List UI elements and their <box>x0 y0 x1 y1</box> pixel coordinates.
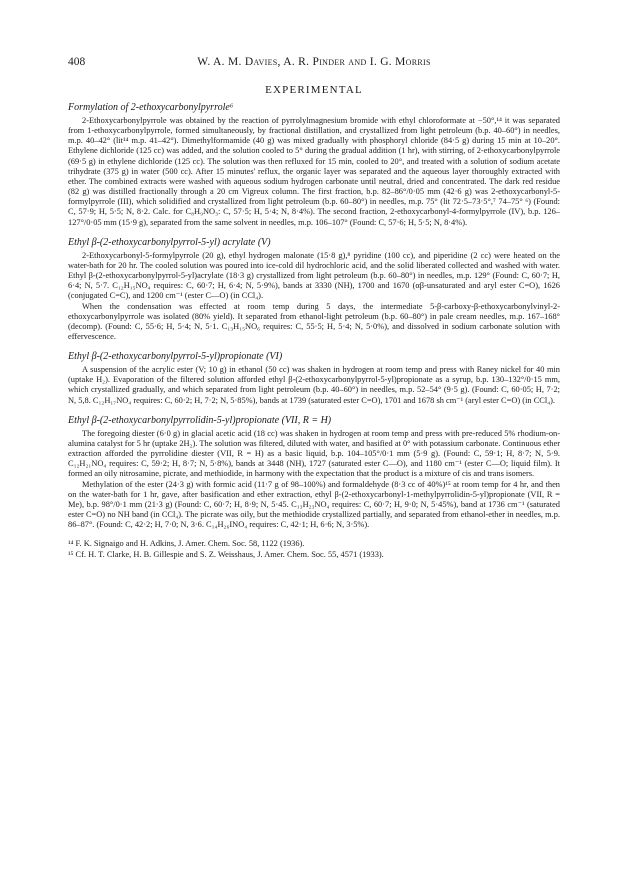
footnote: ¹⁴ F. K. Signaigo and H. Adkins, J. Amer. Chem. Soc. 58, 1122 (1936). <box>68 539 305 549</box>
section-propionate <box>68 351 560 406</box>
journal-page <box>68 56 560 560</box>
paragraph: A suspension of the acrylic ester (V; 10 g) in ethanol (50 cc) was shaken in hydrogen at room temp and press with Raney nickel for 40 min (uptake H₂). Evaporation of the filtered solution afforded ethyl β-(2-ethoxycarbonylpyrrol-5-yl)propionate as a syrup, b.p. 130–132°/0·15 mm, which crystallized gradually, and which separated from light petroleum (b.p. 40–60°) in needles, m.p. 52–54° (9·5 g). (Found: C, 60·05; H, 7·2; N, 5,8. C₁₂H₁₇NO₄ requires: C, 60·2; H, 7·2; N, 5·85%), bands at 1739 (saturated ester C=O), 1701 and 1678 sh cm⁻¹ (aryl ester C=O) (in CCl₄). <box>68 365 560 405</box>
paragraph: When the condensation was effected at room temp during 5 days, the intermediate 5-β-carboxy-β-ethoxycarbonylvinyl-2-ethoxycarbonylpyrrole was isolated (80% yield). It separated from ethanol-light petroleum (b.p. 60–80°) in pale cream needles, m.p. 167–168° (decomp). (Found: C, 55·6; H, 5·4; N, 5·1. C₁₃H₁₅NO₆ requires: C, 55·5; H, 5·4; N, 5·0%), and dissolved in sodium carbonate solution with effervescence. <box>68 301 560 341</box>
paragraph: Methylation of the ester (24·3 g) with formic acid (11·7 g of 98–100%) and formaldehyde (8·3 cc of 40%)¹⁵ at room temp for 4 hr, and then on the water-bath for 1 hr, gave, after basification and ether extraction, ethyl β-(2-ethoxycarbonyl-1-methylpyrrolidin-5-yl)propionate (VII, R = Me), b.p. 98°/0·1 mm (21·3 g) (Found: C, 60·7; H, 8·9; N, 5·45. C₁₃H₂₃NO₄ requires: C, 60·7; H, 9·0; N, 5·45%), band at 1736 cm⁻¹ (saturated ester C=O) no NH band (in CCl₄). The picrate was oily, but the methiodide crystallized partially, and separated from ethanol-ether in needles, m.p. 86–87°. (Found: C, 42·2; H, 7·0; N, 3·6. C₁₄H₂₆INO₄ requires: C, 42·1; H, 6·6; N, 3·5%). <box>68 479 560 530</box>
paragraph: 2-Ethoxycarbonylpyrrole was obtained by the reaction of pyrrolylmagnesium bromide with ethyl chloroformate at −50°,¹⁴ it was separated from 1-ethoxycarbonylpyrrole, formed simultaneously, by fractional distillation, and crystallized from light petroleum (b.p. 40–60°) in needles, m.p. 40–42° (lit¹⁴ m.p. 41–42°). Dimethylformamide (40 g) was mixed gradually with phosphoryl chloride (84·5 g) during 15 min at 10–20°. Ethylene dichloride (125 cc) was added, and the solution cooled to 5° during the gradual addition (1 hr), with stirring, of 2-ethoxycarbonylpyrrole (69·5 g) in ethylene dichloride (125 cc). The solution was then refluxed for 15 min, cooled to 20°, and treated with a solution of sodium acetate trihydrate (375 g) in water (500 cc). After 15 minutes' reflux, the organic layer was separated and the aqueous layer thoroughly extracted with ether. The combined extracts were washed with aqueous sodium hydrogen carbonate until neutral, dried and concentrated. The dark red residue (82 g) was distilled fractionally through a 20 cm Vigreux column. The first fraction, b.p. 82–86°/0·05 mm (42·6 g) was 2-ethoxycarbonyl-5-formylpyrrole (III), which solidified and crystallized from light petroleum (b.p. 60–80°) in needles, m.p. 75° (lit 72·5–73·5°,⁷ 74–75° ⁶) (Found: C, 57·9; H, 5·5; N, 8·2. Calc. for C₈H₉NO₃: C, 57·5; H, 5·4; N, 8·4%). The second fraction, 2-ethoxycarbonyl-4-formylpyrrole (IV), b.p. 126–127°/0·05 mm (15·9 g), separated from the same solvent in needles, m.p. 106–107° (Found: C, 57·6; H, 5·5; N, 8·4%). <box>68 116 560 227</box>
footnotes <box>68 539 560 559</box>
paragraph: The foregoing diester (6·0 g) in glacial acetic acid (18 cc) was shaken in hydrogen at room temp and press with pre-reduced 5% rhodium-on-alumina catalyst for 5 hr (uptake 2H₂). The solution was filtered, diluted with water, and basified at 0° with potassium carbonate. Continuous ether extraction afforded the pyrrolidine diester (VII, R = H) as a basic liquid, b.p. 104–105°/0·1 mm (5·9 g). (Found: C, 59·1; H, 8·7; N, 5·9. C₁₂H₂₁NO₄ requires: C, 59·2; H, 8·7; N, 5·8%), bands at 3448 (NH), 1727 (saturated ester C—O), and 1180 cm⁻¹ (ester C—O; liquid film). It formed an oily nitrosamine, picrate, and methiodide, in harmony with the expectation that the product is a mixture of cis and trans isomers. <box>68 428 560 479</box>
page-number: 408 <box>68 56 86 68</box>
section-title: EXPERIMENTAL <box>265 84 363 96</box>
subsection-heading: Ethyl β-(2-ethoxycarbonylpyrrol-5-yl) acrylate (V) <box>68 236 271 248</box>
subsection-heading: Ethyl β-(2-ethoxycarbonylpyrrol-5-yl)propionate (VI) <box>68 351 283 363</box>
footnote: ¹⁵ Cf. H. T. Clarke, H. B. Gillespie and S. Z. Weisshaus, J. Amer. Chem. Soc. 55, 4571 (1933). <box>68 549 384 559</box>
section-pyrrolidine-propionate <box>68 415 560 531</box>
running-head <box>68 56 560 74</box>
section-formylation <box>68 102 560 228</box>
section-acrylate <box>68 237 560 342</box>
running-head-authors: W. A. M. Davies, A. R. Pinder and I. G. Morris <box>197 56 431 68</box>
subsection-heading: Ethyl β-(2-ethoxycarbonylpyrrolidin-5-yl)propionate (VII, R = H) <box>68 414 332 426</box>
subsection-heading: Formylation of 2-ethoxycarbonylpyrrole⁶ <box>68 102 234 113</box>
paragraph: 2-Ethoxycarbonyl-5-formylpyrrole (20 g), ethyl hydrogen malonate (15·8 g),⁸ pyridine (100 cc), and piperidine (2 cc) were heated on the water-bath for 20 hr. The cooled solution was poured into ice-cold dil hydrochloric acid, and the solid liberated collected and washed with water. Ethyl β-(2-ethoxycarbonylpyrrol-5-yl)acrylate (18·3 g) crystallized from light petroleum (b.p. 60–80°) in needles, m.p. 129° (Found: C, 60·7; H, 6·4; N, 5·7. C₁₂H₁₅NO₄ requires: C, 60·7; H, 6·4; N, 5·9%), bands at 3330 (NH), 1700 and 1670 (αβ-unsaturated and aryl ester C=O), 1626 (conjugated C=C), and 1200 cm⁻¹ (ester C—O) (in CCl₄). <box>68 250 560 301</box>
